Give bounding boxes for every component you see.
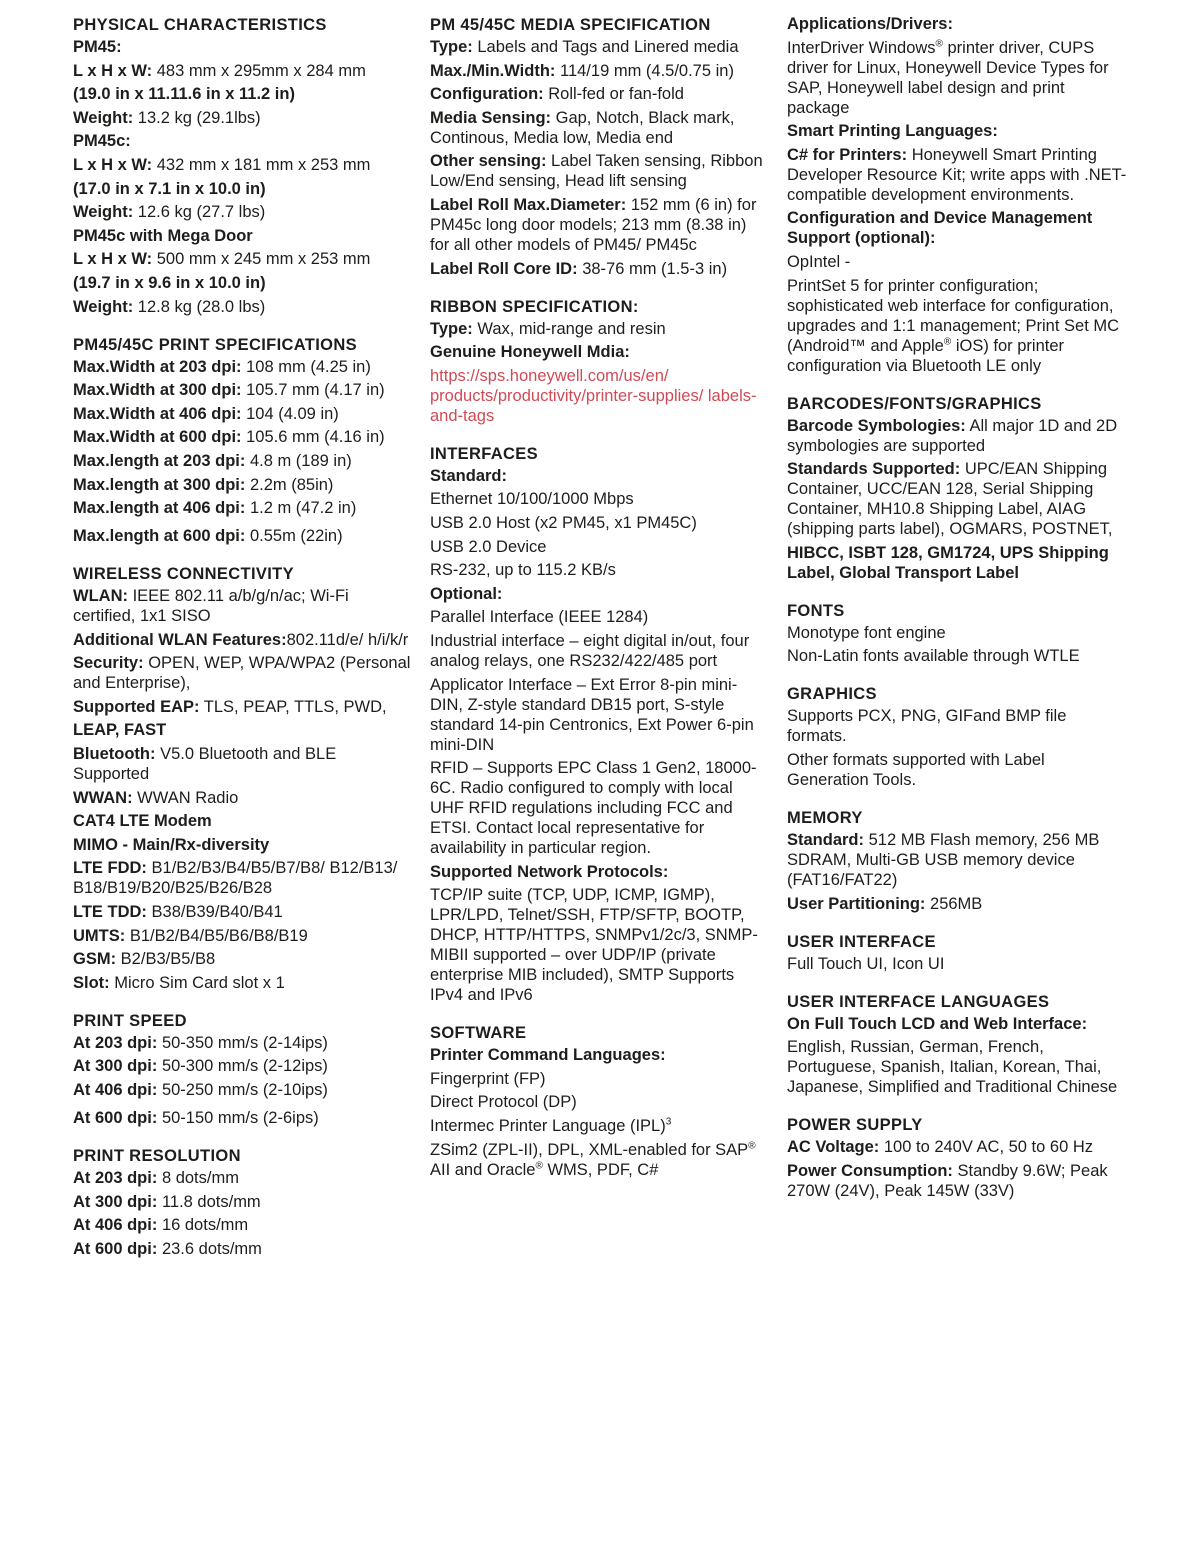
column-middle: [430, 14, 770, 1197]
spec-value: TLS, PEAP, TTLS, PWD,: [199, 697, 387, 716]
weight-row: [73, 297, 413, 317]
spec-value: 483 mm x 295mm x 284 mm: [152, 61, 366, 80]
wireless-connectivity-section: [73, 563, 413, 993]
section-heading: RIBBON SPECIFICATION:: [430, 297, 639, 316]
spec-value: UPC/EAN Shipping Container, UCC/EAN 128, Serial Shipping Container, MH10.8 Shipping Label, AIAG (shipping parts label), OGMARS, POSTNET,: [787, 460, 1113, 539]
spec-value: Gap, Notch, Black mark, Continous, Media low, Media end: [430, 108, 735, 147]
spec-label: At 406 dpi:: [73, 1081, 158, 1099]
spec-label: LTE TDD:: [73, 903, 147, 922]
subheading: Supported Network Protocols:: [430, 862, 669, 881]
spec-value: printer driver, CUPS driver for Linux, Honeywell Device Types for SAP, Honeywell label design and print package: [787, 38, 1109, 117]
spec-label: WWAN:: [73, 788, 133, 807]
spec-label: Type:: [430, 38, 473, 56]
model-label: PM45c with Mega Door: [73, 226, 253, 245]
spec-label: At 600 dpi:: [73, 1239, 158, 1258]
spec-row: [787, 830, 1127, 890]
spec-value: 11.8 dots/mm: [157, 1192, 261, 1211]
spec-label: Supported EAP:: [73, 697, 200, 716]
spec-label: Weight:: [73, 297, 134, 316]
spec-row: [73, 380, 413, 400]
spec-row: [787, 145, 1127, 205]
spec-text: Industrial interface – eight digital in/out, four analog relays, one RS232/422/485 port: [430, 631, 750, 670]
spec-text: USB 2.0 Host (x2 PM45, x1 PM45C): [430, 513, 697, 532]
spec-value: Label Taken sensing, Ribbon Low/End sensing, Head lift sensing: [430, 152, 763, 191]
spec-value: 152 mm (6 in) for PM45c long door models; 213 mm (8.38 in) for all other models of PM45/ PM45c: [430, 195, 757, 254]
spec-row: [787, 459, 1127, 539]
spec-label: Max.Width at 300 dpi:: [73, 381, 242, 400]
spec-value: WWAN Radio: [132, 788, 239, 807]
spec-row: [430, 108, 770, 148]
spec-label: At 406 dpi:: [73, 1216, 158, 1235]
spec-row: [430, 259, 770, 279]
spec-row: [430, 84, 770, 104]
spec-value: OPEN, WEP, WPA/WPA2 (Personal and Enterprise),: [73, 654, 411, 693]
section-heading: USER INTERFACE LANGUAGES: [787, 992, 1050, 1011]
section-heading: USER INTERFACE: [787, 932, 936, 951]
spec-label: Max.length at 203 dpi:: [73, 451, 246, 470]
spec-value: Intermec Printer Language (IPL): [430, 1117, 666, 1136]
spec-label: At 300 dpi:: [73, 1057, 158, 1076]
subheading: Applications/Drivers:: [787, 15, 953, 33]
print-speed-section: [73, 1010, 413, 1128]
dimensions-inches: (17.0 in x 7.1 in x 10.0 in): [73, 179, 266, 198]
interfaces-section: [430, 443, 770, 1006]
spec-label: WLAN:: [73, 587, 128, 606]
spec-label: Max.length at 406 dpi:: [73, 499, 246, 518]
section-heading: PM45/45C PRINT SPECIFICATIONS: [73, 335, 357, 354]
spec-text: Other formats supported with Label Generation Tools.: [787, 750, 1045, 789]
spec-value: 256MB: [925, 894, 983, 913]
spec-label: User Partitioning:: [787, 894, 926, 913]
spec-text: Supports PCX, PNG, GIFand BMP file formats.: [787, 707, 1067, 746]
section-heading: MEMORY: [787, 808, 863, 827]
weight-row: [73, 108, 413, 128]
media-supplies-link[interactable]: https://sps.honeywell.com/us/en/ products/productivity/printer-supplies/ labels-and-tags: [430, 366, 757, 425]
spec-label: At 600 dpi:: [73, 1109, 158, 1127]
section-heading: PRINT SPEED: [73, 1011, 187, 1030]
spec-label: Type:: [430, 319, 473, 338]
spec-row: [73, 498, 413, 518]
spec-row: [430, 37, 770, 57]
model-label: PM45:: [73, 38, 122, 56]
spec-text: Ethernet 10/100/1000 Mbps: [430, 490, 634, 509]
spec-value: iOS) for printer configuration via Bluetooth LE only: [787, 336, 1065, 375]
spec-label: Slot:: [73, 973, 110, 992]
spec-text: Parallel Interface (IEEE 1284): [430, 608, 649, 627]
registered-mark: ®: [935, 38, 943, 50]
spec-value: 512 MB Flash memory, 256 MB SDRAM, Multi-GB USB memory device (FAT16/FAT22): [787, 830, 1100, 889]
spec-label: Other sensing:: [430, 152, 547, 171]
spec-value: 500 mm x 245 mm x 253 mm: [152, 250, 371, 269]
spec-label: GSM:: [73, 950, 117, 969]
spec-text: MIMO - Main/Rx-diversity: [73, 835, 270, 854]
spec-value: IEEE 802.11 a/b/g/n/ac; Wi-Fi certified, 1x1 SISO: [73, 587, 349, 626]
section-heading: FONTS: [787, 601, 845, 620]
spec-label: AC Voltage:: [787, 1138, 880, 1157]
spec-label: Security:: [73, 654, 144, 673]
spec-row: [73, 949, 413, 969]
spec-row: [73, 451, 413, 471]
spec-value: Roll-fed or fan-fold: [543, 85, 684, 104]
spec-row: [73, 630, 413, 650]
spec-value: Micro Sim Card slot x 1: [109, 973, 285, 992]
spec-text: Non-Latin fonts available through WTLE: [787, 647, 1080, 666]
spec-value: 50-150 mm/s (2-6ips): [157, 1109, 319, 1127]
spec-value: PrintSet 5 for printer configuration; sophisticated web interface for configuration, upgrades and 1:1 management; Print Set MC (Android™ and Apple: [787, 276, 1120, 355]
spec-label: C# for Printers:: [787, 145, 908, 164]
spec-row: [430, 319, 770, 339]
registered-mark: ®: [748, 1140, 756, 1152]
spec-label: Power Consumption:: [787, 1161, 953, 1180]
spec-value: Standby 9.6W; Peak 270W (24V), Peak 145W (33V): [787, 1161, 1108, 1200]
spec-label: Label Roll Max.Diameter:: [430, 195, 627, 214]
print-specifications-section: [73, 334, 413, 547]
spec-text: OpIntel -: [787, 252, 851, 271]
spec-value: Honeywell Smart Printing Developer Resource Kit; write apps with .NET- compatible development environments.: [787, 145, 1127, 204]
spec-row: [787, 1161, 1127, 1201]
dimensions-inches: (19.0 in x 11.11.6 in x 11.2 in): [73, 85, 295, 104]
spec-row: [73, 973, 413, 993]
spec-value: 100 to 240V AC, 50 to 60 Hz: [879, 1138, 1094, 1157]
spec-label: L x H x W:: [73, 61, 153, 80]
subheading: Configuration and Device Management Support (optional):: [787, 209, 1093, 248]
spec-label: At 203 dpi:: [73, 1033, 158, 1052]
spec-text: Monotype font engine: [787, 623, 946, 642]
section-heading: SOFTWARE: [430, 1024, 527, 1043]
spec-label: Weight:: [73, 203, 134, 222]
spec-row: [73, 357, 413, 377]
graphics-section: [787, 683, 1127, 790]
spec-label: Label Roll Core ID:: [430, 259, 578, 278]
spec-value: 50-350 mm/s (2-14ips): [157, 1033, 328, 1052]
section-heading: PHYSICAL CHARACTERISTICS: [73, 16, 327, 34]
spec-text: [787, 38, 1127, 118]
power-supply-section: [787, 1114, 1127, 1201]
spec-value: ZSim2 (ZPL-II), DPL, XML-enabled for SAP: [430, 1140, 749, 1159]
spec-value: 108 mm (4.25 in): [241, 357, 371, 376]
spec-text: [787, 276, 1127, 376]
weight-row: [73, 202, 413, 222]
spec-value: 802.11d/e/ h/i/k/r: [286, 630, 409, 649]
spec-label: At 203 dpi:: [73, 1169, 158, 1187]
spec-value: V5.0 Bluetooth and BLE Supported: [73, 745, 337, 784]
spec-label: Weight:: [73, 108, 134, 127]
spec-value: AII and Oracle: [430, 1160, 536, 1179]
spec-value: B1/B2/B3/B4/B5/B7/B8/ B12/B13/ B18/B19/B20/B25/B26/B28: [73, 859, 398, 898]
spec-row: [73, 926, 413, 946]
applications-drivers-section: [787, 14, 1127, 376]
spec-row: [73, 1192, 413, 1212]
spec-label: Max.length at 600 dpi:: [73, 527, 246, 546]
spec-value: 13.2 kg (29.1lbs): [133, 108, 261, 127]
user-interface-section: [787, 931, 1127, 974]
spec-row: [73, 697, 413, 717]
spec-text: USB 2.0 Device: [430, 537, 547, 556]
spec-text: CAT4 LTE Modem: [73, 812, 212, 831]
column-left: [73, 14, 413, 1276]
subheading: Printer Command Languages:: [430, 1046, 666, 1065]
spec-value: 104 (4.09 in): [241, 404, 339, 423]
spec-row: [73, 404, 413, 424]
subheading: On Full Touch LCD and Web Interface:: [787, 1014, 1088, 1033]
subheading: Standard:: [430, 466, 508, 485]
spec-label: Additional WLAN Features:: [73, 630, 287, 649]
spec-label: Media Sensing:: [430, 108, 552, 127]
spec-text: [430, 1116, 770, 1136]
spec-text: Full Touch UI, Icon UI: [787, 954, 945, 973]
spec-row: [787, 416, 1127, 456]
fonts-section: [787, 600, 1127, 667]
spec-label: Bluetooth:: [73, 745, 156, 764]
spec-row: [73, 1108, 413, 1128]
spec-value: 50-300 mm/s (2-12ips): [157, 1057, 328, 1076]
spec-value: 23.6 dots/mm: [157, 1239, 262, 1258]
spec-value: 1.2 m (47.2 in): [245, 499, 357, 518]
spec-row: [787, 1137, 1127, 1157]
spec-value: 105.6 mm (4.16 in): [241, 428, 385, 447]
spec-value: B38/B39/B40/B41: [146, 903, 283, 922]
spec-row: [787, 894, 1127, 914]
footnote-mark: 3: [665, 1116, 672, 1128]
registered-mark: ®: [535, 1160, 543, 1172]
dimensions-row: [73, 155, 413, 175]
spec-text: English, Russian, German, French, Portuguese, Spanish, Italian, Korean, Thai, Japanese, Simplified and Traditional Chinese: [787, 1038, 1118, 1097]
spec-row: [73, 902, 413, 922]
spec-value: B2/B3/B5/B8: [116, 950, 216, 969]
spec-row: [73, 1080, 413, 1100]
spec-label: Standards Supported:: [787, 460, 961, 479]
spec-row: [73, 788, 413, 808]
spec-label: Barcode Symbologies:: [787, 416, 966, 435]
spec-row: [73, 586, 413, 626]
spec-text: Applicator Interface – Ext Error 8-pin mini-DIN, Z-style standard DB15 port, S-style standard 14-pin Centronics, Ext Power 6-pin mini-DIN: [430, 675, 754, 754]
spec-row: [73, 475, 413, 495]
spec-row: [73, 653, 413, 693]
spec-row: [73, 1056, 413, 1076]
user-interface-languages-section: [787, 991, 1127, 1098]
spec-row: [73, 1033, 413, 1053]
spec-value: 432 mm x 181 mm x 253 mm: [152, 155, 371, 174]
spec-label: Standard:: [787, 830, 865, 849]
spec-text: TCP/IP suite (TCP, UDP, ICMP, IGMP), LPR/LPD, Telnet/SSH, FTP/SFTP, BOOTP, DHCP, HTTP/HTTPS, SNMPv1/2c/3, SNMP-MIBII supported – over UDP/IP (private enterprise MIB included), SMTP Supports IPv4 and IPv6: [430, 886, 758, 1005]
dimensions-inches: (19.7 in x 9.6 in x 10.0 in): [73, 273, 266, 292]
subheading: Smart Printing Languages:: [787, 122, 998, 141]
column-right: [787, 14, 1127, 1218]
spec-value: 0.55m (22in): [245, 527, 343, 546]
subheading: Optional:: [430, 584, 503, 603]
spec-value: 4.8 m (189 in): [245, 451, 352, 470]
spec-value: 2.2m (85in): [245, 475, 334, 494]
ribbon-specification-section: [430, 296, 770, 426]
spec-text: [430, 1140, 770, 1180]
dimensions-row: [73, 249, 413, 269]
section-heading: INTERFACES: [430, 444, 539, 463]
spec-row: [73, 427, 413, 447]
spec-label: UMTS:: [73, 926, 126, 945]
spec-value: WMS, PDF, C#: [542, 1160, 659, 1179]
spec-label: L x H x W:: [73, 155, 153, 174]
spec-text: Genuine Honeywell Mdia:: [430, 343, 630, 362]
media-specification-section: [430, 14, 770, 279]
spec-label: LTE FDD:: [73, 859, 147, 878]
spec-value: 8 dots/mm: [157, 1169, 239, 1187]
section-heading: BARCODES/FONTS/GRAPHICS: [787, 394, 1042, 413]
spec-text: RFID – Supports EPC Class 1 Gen2, 18000-6C. Radio configured to comply with local UHF RFID regulations including FCC and ETSI. Contact local representative for availability in particular region.: [430, 759, 757, 858]
spec-label: Configuration:: [430, 85, 544, 104]
memory-section: [787, 807, 1127, 914]
spec-row: [73, 1168, 413, 1188]
section-heading: POWER SUPPLY: [787, 1116, 923, 1135]
spec-value: 38-76 mm (1.5-3 in): [577, 259, 728, 278]
spec-label: Max./Min.Width:: [430, 61, 556, 80]
spec-label: Max.Width at 406 dpi:: [73, 404, 242, 423]
section-heading: PRINT RESOLUTION: [73, 1147, 241, 1165]
spec-value: 114/19 mm (4.5/0.75 in): [555, 61, 734, 80]
spec-row: [73, 744, 413, 784]
spec-value: Labels and Tags and Linered media: [472, 38, 739, 56]
spec-label: At 300 dpi:: [73, 1192, 158, 1211]
spec-text: RS-232, up to 115.2 KB/s: [430, 561, 616, 580]
spec-row: [73, 526, 413, 546]
spec-label: Max.Width at 600 dpi:: [73, 428, 242, 447]
spec-value: All major 1D and 2D symbologies are supported: [787, 416, 1118, 455]
spec-text: Fingerprint (FP): [430, 1069, 546, 1088]
software-section: [430, 1022, 770, 1179]
spec-value: B1/B2/B4/B5/B6/B8/B19: [125, 926, 308, 945]
section-heading: GRAPHICS: [787, 685, 877, 704]
spec-row: [430, 151, 770, 191]
spec-text: Direct Protocol (DP): [430, 1093, 577, 1112]
print-resolution-section: [73, 1145, 413, 1259]
spec-text: HIBCC, ISBT 128, GM1724, UPS Shipping Label, Global Transport Label: [787, 543, 1109, 582]
spec-value: Wax, mid-range and resin: [472, 319, 666, 338]
model-label: PM45c:: [73, 132, 131, 151]
barcodes-section: [787, 393, 1127, 583]
spec-value: 12.8 kg (28.0 lbs): [133, 297, 266, 316]
dimensions-row: [73, 61, 413, 81]
physical-characteristics-section: [73, 14, 413, 317]
section-heading: WIRELESS CONNECTIVITY: [73, 565, 294, 584]
section-heading: PM 45/45C MEDIA SPECIFICATION: [430, 16, 711, 34]
spec-row: [430, 195, 770, 255]
spec-text: LEAP, FAST: [73, 721, 167, 740]
spec-label: L x H x W:: [73, 250, 153, 269]
spec-value: 12.6 kg (27.7 lbs): [133, 203, 266, 222]
spec-label: Max.Width at 203 dpi:: [73, 357, 242, 376]
spec-row: [73, 1239, 413, 1259]
spec-value: 50-250 mm/s (2-10ips): [157, 1081, 328, 1099]
registered-mark: ®: [943, 336, 952, 348]
spec-value: 105.7 mm (4.17 in): [241, 381, 385, 400]
spec-label: Max.length at 300 dpi:: [73, 475, 246, 494]
spec-value: 16 dots/mm: [157, 1216, 249, 1235]
spec-row: [430, 61, 770, 81]
spec-value: InterDriver Windows: [787, 38, 936, 57]
spec-row: [73, 1215, 413, 1235]
spec-row: [73, 858, 413, 898]
